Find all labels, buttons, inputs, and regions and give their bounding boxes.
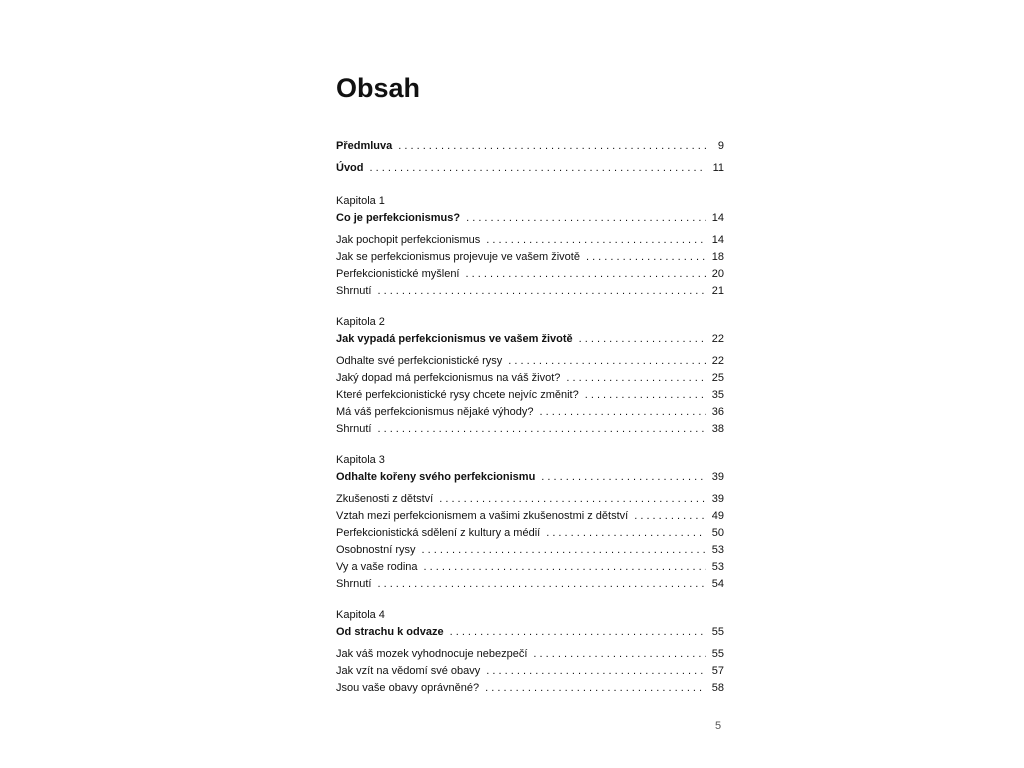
toc-entry xyxy=(336,232,724,249)
toc-entry-page: 55 xyxy=(711,648,724,660)
toc-entry-label: Jsou vaše obavy oprávněné? xyxy=(336,682,480,694)
leader-dots xyxy=(450,624,706,641)
toc-entry-label: Zkušenosti z dětství xyxy=(336,493,434,505)
toc-entry xyxy=(336,559,724,576)
toc-entry xyxy=(336,353,724,370)
page-title: Obsah xyxy=(336,73,421,103)
toc-entry-label: Jak váš mozek vyhodnocuje nebezpečí xyxy=(336,648,528,660)
leader-dots xyxy=(439,491,706,508)
toc-entry-page: 14 xyxy=(711,212,724,224)
toc-entry-page: 11 xyxy=(712,162,724,174)
leader-dots xyxy=(398,138,706,155)
toc-entry-label: Vztah mezi perfekcionismem a vašimi zkušenostmi z dětství xyxy=(336,510,629,522)
chapter-title-row xyxy=(336,469,724,486)
toc-entry-label: Odhalte své perfekcionistické rysy xyxy=(336,355,503,367)
toc-entry-page: 49 xyxy=(711,510,724,522)
table-of-contents xyxy=(336,138,724,697)
toc-entry-page: 39 xyxy=(711,493,724,505)
toc-entry xyxy=(336,680,724,697)
toc-entry xyxy=(336,387,724,404)
chapter-title-row xyxy=(336,624,724,641)
toc-entry-page: 25 xyxy=(711,372,724,384)
toc-entry-label: Shrnutí xyxy=(336,423,372,435)
toc-entry-page: 22 xyxy=(711,355,724,367)
leader-dots xyxy=(508,353,706,370)
toc-entry-page: 39 xyxy=(711,471,724,483)
toc-entry-page: 38 xyxy=(711,423,724,435)
toc-entry xyxy=(336,525,724,542)
leader-dots xyxy=(486,663,706,680)
leader-dots xyxy=(421,542,706,559)
leader-dots xyxy=(377,283,706,300)
leader-dots xyxy=(634,508,706,525)
toc-entry xyxy=(336,249,724,266)
toc-entry xyxy=(336,370,724,387)
toc-entry xyxy=(336,542,724,559)
toc-entry-page: 18 xyxy=(711,251,724,263)
toc-entry-page: 36 xyxy=(711,406,724,418)
leader-dots xyxy=(370,160,707,177)
leader-dots xyxy=(424,559,706,576)
toc-entry-page: 54 xyxy=(711,578,724,590)
toc-entry xyxy=(336,266,724,283)
toc-entry-page: 53 xyxy=(711,561,724,573)
toc-entry-page: 9 xyxy=(717,140,724,152)
toc-entry-page: 50 xyxy=(711,527,724,539)
toc-entry-label: Perfekcionistická sdělení z kultury a médií xyxy=(336,527,541,539)
toc-entry xyxy=(336,646,724,663)
chapter-number: Kapitola 1 xyxy=(336,195,385,207)
toc-entry-page: 20 xyxy=(711,268,724,280)
toc-entry-label: Jak pochopit perfekcionismus xyxy=(336,234,481,246)
toc-entry-page: 58 xyxy=(711,682,724,694)
chapter-title: Jak vypadá perfekcionismus ve vašem životě xyxy=(336,333,573,345)
toc-entry-label: Má váš perfekcionismus nějaké výhody? xyxy=(336,406,534,418)
toc-entry-label: Shrnutí xyxy=(336,285,372,297)
toc-entry-page: 55 xyxy=(711,626,724,638)
chapter-title: Od strachu k odvaze xyxy=(336,626,444,638)
toc-entry-page: 35 xyxy=(711,389,724,401)
leader-dots xyxy=(566,370,706,387)
leader-dots xyxy=(539,404,706,421)
toc-entry-label: Osobnostní rysy xyxy=(336,544,416,556)
leader-dots xyxy=(586,249,706,266)
chapter-number: Kapitola 2 xyxy=(336,316,385,328)
toc-entry-label: Vy a vaše rodina xyxy=(336,561,418,573)
leader-dots xyxy=(486,232,706,249)
chapter-title-row xyxy=(336,210,724,227)
chapter-number: Kapitola 3 xyxy=(336,454,385,466)
toc-entry xyxy=(336,508,724,525)
toc-entry-page: 21 xyxy=(711,285,724,297)
leader-dots xyxy=(541,469,706,486)
toc-entry-uvod xyxy=(336,160,724,177)
toc-entry-label: Perfekcionistické myšlení xyxy=(336,268,460,280)
toc-entry-label: Jak vzít na vědomí své obavy xyxy=(336,665,481,677)
leader-dots xyxy=(579,331,706,348)
chapter-title: Co je perfekcionismus? xyxy=(336,212,461,224)
leader-dots xyxy=(585,387,706,404)
toc-entry-page: 22 xyxy=(711,333,724,345)
toc-entry-label: Předmluva xyxy=(336,140,393,152)
leader-dots xyxy=(377,576,706,593)
toc-entry xyxy=(336,421,724,438)
toc-entry-label: Úvod xyxy=(336,162,364,174)
toc-entry xyxy=(336,404,724,421)
toc-entry-label: Jak se perfekcionismus projevuje ve vašem životě xyxy=(336,251,580,263)
toc-entry-label: Které perfekcionistické rysy chcete nejvíc změnit? xyxy=(336,389,579,401)
toc-entry xyxy=(336,283,724,300)
toc-entry xyxy=(336,663,724,680)
toc-entry-page: 53 xyxy=(711,544,724,556)
chapter-title: Odhalte kořeny svého perfekcionismu xyxy=(336,471,536,483)
toc-entry xyxy=(336,576,724,593)
leader-dots xyxy=(466,266,707,283)
toc-entry xyxy=(336,491,724,508)
leader-dots xyxy=(533,646,706,663)
toc-entry-page: 57 xyxy=(711,665,724,677)
leader-dots xyxy=(485,680,706,697)
toc-entry-page: 14 xyxy=(711,234,724,246)
chapter-title-row xyxy=(336,331,724,348)
page-number: 5 xyxy=(715,720,722,732)
leader-dots xyxy=(546,525,706,542)
toc-entry-predmluva xyxy=(336,138,724,155)
leader-dots xyxy=(377,421,706,438)
toc-entry-label: Shrnutí xyxy=(336,578,372,590)
toc-entry-label: Jaký dopad má perfekcionismus na váš život? xyxy=(336,372,561,384)
leader-dots xyxy=(466,210,706,227)
chapter-number: Kapitola 4 xyxy=(336,609,385,621)
